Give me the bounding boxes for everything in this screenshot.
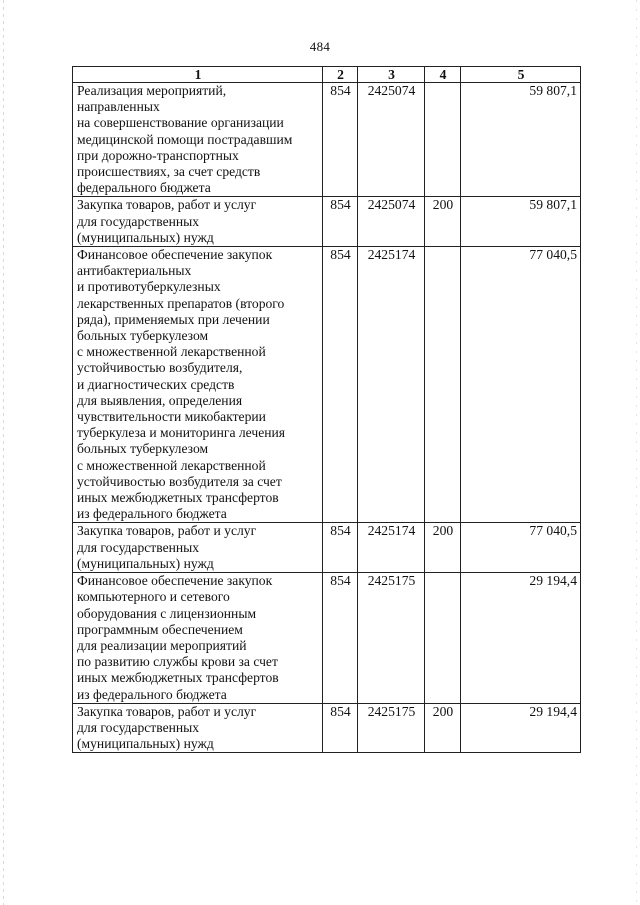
item-amount: 59 807,1 bbox=[461, 197, 581, 247]
scan-edge-right bbox=[636, 0, 637, 905]
header-cell-2: 2 bbox=[323, 67, 358, 83]
item-code: 854 bbox=[323, 197, 358, 247]
item-type: 200 bbox=[425, 703, 461, 753]
header-cell-1: 1 bbox=[73, 67, 323, 83]
item-type bbox=[425, 573, 461, 704]
item-name: Закупка товаров, работ и услуг для государственных (муниципальных) нужд bbox=[73, 523, 323, 573]
item-name: Финансовое обеспечение закупок антибактериальных и противотуберкулезных лекарственных препаратов (второго ряда), применяемых при лечении больных туберкулезом с множественной лекарственной устойчивостью возбудителя, и диагностических средств для выявления, определения чувствительности микобактерии туберкулеза и мониторинга лечения больных туберкулезом с множественной лекарственной устойчивостью возбудителя за счет иных межбюджетных трансфертов из федерального бюджета bbox=[73, 247, 323, 523]
table-row bbox=[73, 247, 581, 523]
item-code: 854 bbox=[323, 83, 358, 197]
item-amount: 29 194,4 bbox=[461, 573, 581, 704]
item-section: 2425175 bbox=[358, 573, 425, 704]
table-row bbox=[73, 573, 581, 704]
header-cell-5: 5 bbox=[461, 67, 581, 83]
item-type bbox=[425, 83, 461, 197]
header-row bbox=[73, 67, 581, 83]
item-type bbox=[425, 247, 461, 523]
item-section: 2425175 bbox=[358, 703, 425, 753]
item-section: 2425074 bbox=[358, 197, 425, 247]
header-cell-3: 3 bbox=[358, 67, 425, 83]
item-section: 2425074 bbox=[358, 83, 425, 197]
item-code: 854 bbox=[323, 573, 358, 704]
page-number: 484 bbox=[309, 39, 331, 54]
item-name: Закупка товаров, работ и услуг для государственных (муниципальных) нужд bbox=[73, 703, 323, 753]
item-section: 2425174 bbox=[358, 247, 425, 523]
table-row bbox=[73, 703, 581, 753]
item-section: 2425174 bbox=[358, 523, 425, 573]
table-row bbox=[73, 83, 581, 197]
budget-table bbox=[72, 66, 581, 753]
item-amount: 59 807,1 bbox=[461, 83, 581, 197]
item-amount: 77 040,5 bbox=[461, 247, 581, 523]
item-code: 854 bbox=[323, 523, 358, 573]
item-code: 854 bbox=[323, 703, 358, 753]
header-cell-4: 4 bbox=[425, 67, 461, 83]
table-row bbox=[73, 197, 581, 247]
item-amount: 29 194,4 bbox=[461, 703, 581, 753]
item-name: Закупка товаров, работ и услуг для государственных (муниципальных) нужд bbox=[73, 197, 323, 247]
item-code: 854 bbox=[323, 247, 358, 523]
table-row bbox=[73, 523, 581, 573]
item-type: 200 bbox=[425, 523, 461, 573]
scan-edge-left bbox=[3, 0, 4, 905]
item-name: Реализация мероприятий, направленных на совершенствование организации медицинской помощи пострадавшим при дорожно-транспортных происшествиях, за счет средств федерального бюджета bbox=[73, 83, 323, 197]
item-amount: 77 040,5 bbox=[461, 523, 581, 573]
item-type: 200 bbox=[425, 197, 461, 247]
item-name: Финансовое обеспечение закупок компьютерного и сетевого оборудования с лицензионным программным обеспечением для реализации мероприятий по развитию службы крови за счет иных межбюджетных трансфертов из федерального бюджета bbox=[73, 573, 323, 704]
